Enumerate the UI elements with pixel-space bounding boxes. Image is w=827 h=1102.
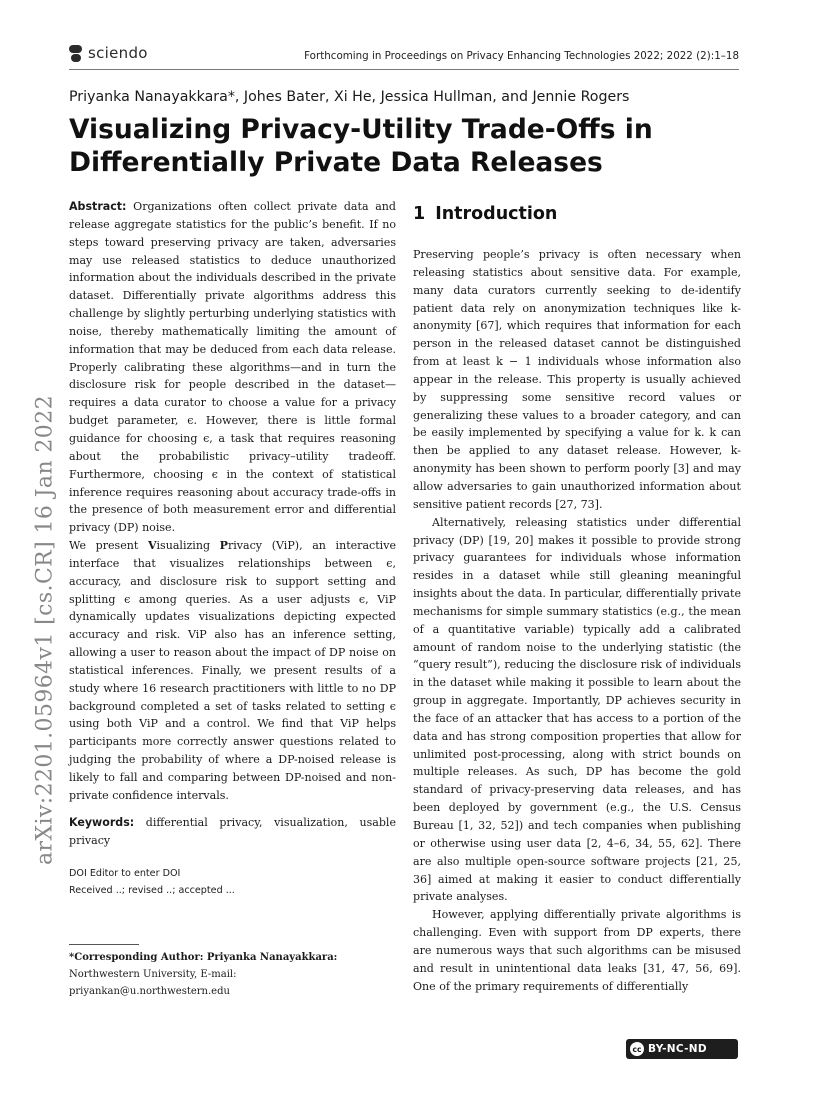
footnote-text: Northwestern University, E-mail: priyankan@u.northwestern.edu [69, 969, 237, 997]
journal-info: Forthcoming in Proceedings on Privacy Enhancing Technologies 2022; 2022 (2):1–18 [304, 50, 739, 62]
section-heading [413, 204, 557, 224]
intro-paragraph-3: However, applying differentially private algorithms is challenging. Even with support from DP experts, there are numerous ways that such algorithms can be misused and result in unintentional data leaks [31, 47, 56, 69]. One of the primary requirements of differentially [413, 908, 741, 993]
keywords-label: Keywords: [69, 815, 135, 829]
received-line: Received ..; revised ..; accepted ... [69, 885, 235, 896]
abstract-text: Organizations often collect private data and release aggregate statistics for the public’s benefit. If no steps toward preserving privacy are taken, adversaries may use released statistics to deduce unauthorized information about the individuals described in the private dataset. Differentially private algorithms address this challenge by slightly perturbing underlying statistics with noise, thereby mathematically limiting the amount of information that may be deduced from each data release. Properly calibrating these algorithms—and in turn the disclosure risk for people described in the dataset—requires a data curator to choose a value for a privacy budget parameter, ϵ. However, there is little formal guidance for choosing ϵ, a task that requires reasoning about the probabilistic privacy–utility tradeoff. Furthermore, choosing ϵ in the context of statistical inference requires reasoning about accuracy trade-offs in the presence of both measurement error and differential privacy (DP) noise. [69, 200, 396, 535]
abstract-paragraph [69, 198, 396, 537]
publisher-name: sciendo [88, 44, 148, 62]
header-rule [69, 69, 739, 70]
doi-line: DOI Editor to enter DOI [69, 868, 181, 879]
corresponding-author-footnote [69, 949, 369, 1000]
right-column [413, 246, 741, 995]
author-list: Priyanka Nanayakkara*, Johes Bater, Xi He, Jessica Hullman, and Jennie Rogers [69, 89, 630, 105]
section-number: 1 [413, 204, 426, 224]
abstract-text-2b: isualizing [156, 539, 220, 553]
creative-commons-icon: cc [630, 1042, 644, 1056]
license-text: BY-NC-ND [648, 1043, 707, 1055]
abstract-text-2a: We present [69, 539, 148, 553]
keywords-paragraph [69, 814, 396, 850]
keywords-text: differential privacy, visualization, usable privacy [69, 815, 396, 847]
doi-block [69, 865, 396, 899]
abstract-paragraph-2 [69, 537, 396, 805]
left-column [69, 198, 396, 849]
intro-paragraph-1: Preserving people’s privacy is often necessary when releasing statistics about sensitive data. For example, many data curators currently seeking to de-identify patient data rely on anonymization techniques like k-anonymity [67], which requires that information for each person in the released dataset cannot be distinguished from at least k − 1 individuals whose information also appear in the release. This property is usually achieved by suppressing some sensitive record values or generalizing these values to a broader category, and can be easily implemented by specifying a value for k. k can then be applied to any dataset release. However, k-anonymity has been shown to perform poorly [3] and may allow adversaries to gain unauthorized information about sensitive patient records [27, 73]. [413, 248, 741, 511]
footnote-rule [69, 944, 139, 945]
section-title: Introduction [435, 204, 558, 224]
abstract-text-2c: rivacy (ViP), an interactive interface that visualizes relationships between ϵ, accuracy, and disclosure risk to support setting and splitting ϵ among queries. As a user adjusts ϵ, ViP dynamically updates visualizations depicting expected accuracy and risk. ViP also has an inference setting, allowing a user to reason about the impact of DP noise on statistical inferences. Finally, we present results of a study where 16 research practitioners with little to no DP background completed a set of tasks related to setting ϵ using both ViP and a control. We find that ViP helps participants more correctly answer questions related to judging the probability of where a DP-noised release is likely to fall and comparing between DP-noised and non-private confidence intervals. [69, 539, 396, 802]
intro-paragraph-2: Alternatively, releasing statistics under differential privacy (DP) [19, 20] makes it possible to provide strong privacy guarantees for individuals whose information resides in a dataset while still gleaning meaningful insights about the data. In particular, differentially private mechanisms for simple summary statistics (e.g., the mean of a quantitative variable) typically add a calibrated amount of random noise to the underlying statistic (the “query result”), reducing the disclosure risk of individuals in the dataset while making it possible to learn about the group in aggregate. Importantly, DP achieves security in the face of an attacker that has access to a portion of the data and has strong composition properties that allow for unlimited post-processing, along with strict bounds on multiple releases. As such, DP has become the gold standard of privacy-preserving data releases, and has been deployed by government (e.g., the U.S. Census Bureau [1, 32, 52]) and tech companies when publishing or otherwise using user data [2, 4–6, 34, 55, 62]. There are also multiple open-source software projects [21, 25, 36] aimed at making it easier to conduct differentially private analyses. [413, 515, 741, 904]
sciendo-logo-icon [69, 45, 82, 62]
paper-title: Visualizing Privacy-Utility Trade-Offs in Differentially Private Data Releases [69, 114, 653, 178]
publisher-logo [69, 44, 148, 62]
vip-initial-v: V [147, 539, 157, 553]
footnote-label: *Corresponding Author: Priyanka Nanayakkara: [69, 952, 338, 963]
arxiv-stamp: arXiv:2201.05964v1 [cs.CR] 16 Jan 2022 [32, 395, 58, 865]
abstract-label: Abstract: [69, 200, 127, 213]
vip-initial-p: P [219, 539, 228, 553]
license-badge [626, 1039, 738, 1059]
